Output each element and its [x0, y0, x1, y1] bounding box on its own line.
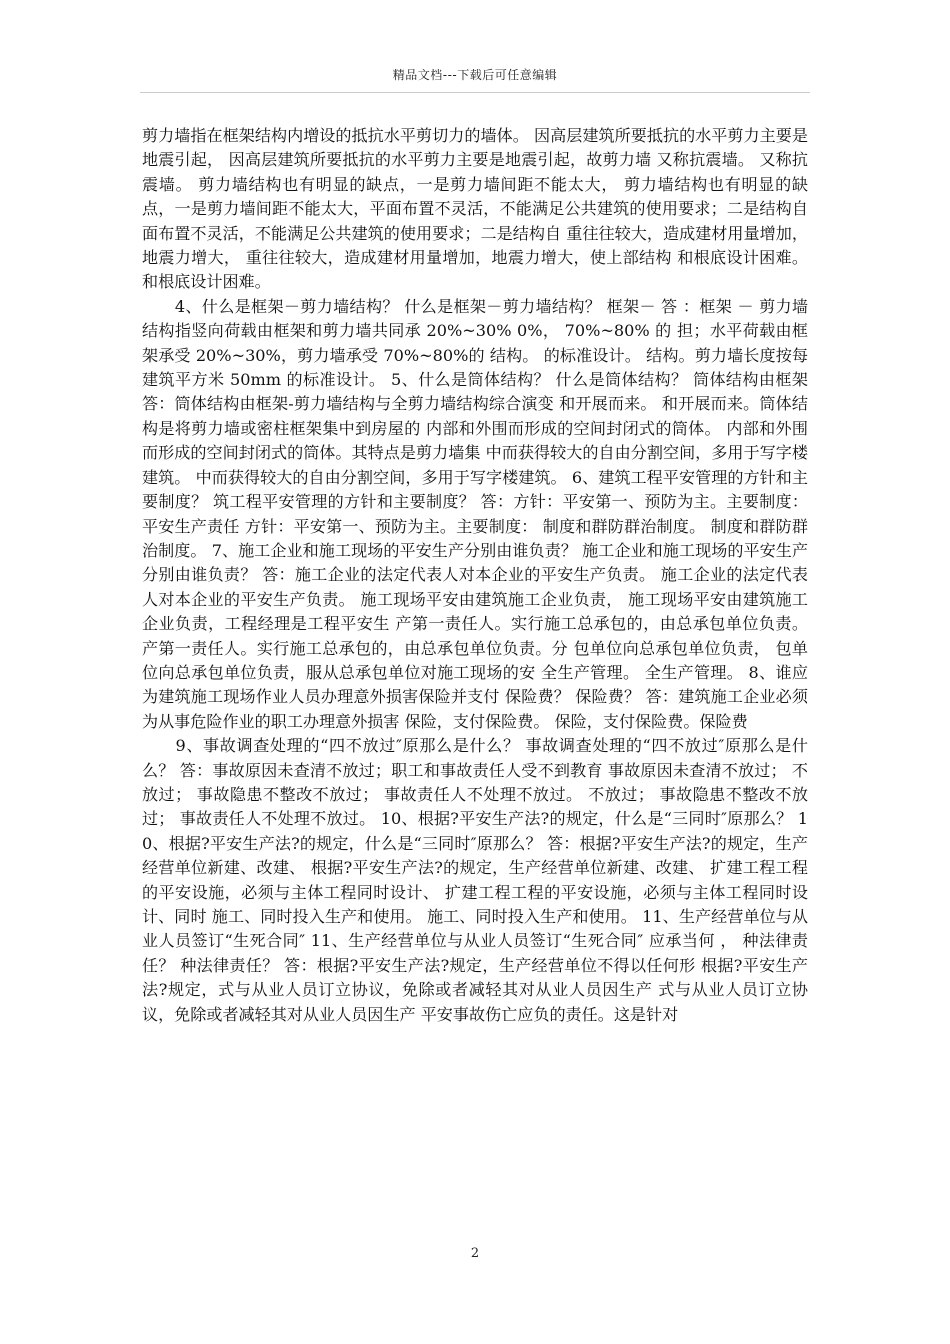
page-header: 精品文档---下载后可任意编辑	[392, 68, 558, 82]
paragraph-frame-shear-wall: 4、什么是框架－剪力墙结构？ 什么是框架－剪力墙结构？ 框架－ 答 ：框架 － 剪力墙结构指竖向荷载由框架和剪力墙共同承 20%~30% 0%， 70%~80% 的 担；水平荷载由框架承受 20%~30%，剪力墙承受 70%~80%的 结构。 的标准设计。 结构。剪力墙长度按每建筑平方米 50mm 的标准设计。 5、什么是筒体结构？ 什么是筒体结构？ 筒体结构由框架答：筒体结构由框架-剪力墙结构与全剪力墙结构综合演变 和开展而来。 和开展而来。筒体结构是将剪力墙或密柱框架集中到房屋的 内部和外围而形成的空间封闭式的筒体。 内部和外围而形成的空间封闭式的筒体。其特点是剪力墙集 中而获得较大的自由分割空间，多用于写字楼建筑。 中而获得较大的自由分割空间，多用于写字楼建筑。 6、建筑工程平安管理的方针和主要制度？ 筑工程平安管理的方针和主要制度？ 答：方针：平安第一、预防为主。主要制度：平安生产责任 方针：平安第一、预防为主。主要制度： 制度和群防群治制度。 制度和群防群治制度。 7、施工企业和施工现场的平安生产分别由谁负责？ 施工企业和施工现场的平安生产分别由谁负责？ 答：施工企业的法定代表人对本企业的平安生产负责。 施工企业的法定代表人对本企业的平安生产负责。 施工现场平安由建筑施工企业负责， 施工现场平安由建筑施工企业负责，工程经理是工程平安生 产第一责任人。实行施工总承包的，由总承包单位负责。 产第一责任人。实行施工总承包的，由总承包单位负责。分 包单位向总承包单位负责， 包单位向总承包单位负责，服从总承包单位对施工现场的安 全生产管理。 全生产管理。 8、谁应为建筑施工现场作业人员办理意外损害保险并支付 保险费？ 保险费？ 答：建筑施工企业必须为从事危险作业的职工办理意外损害 保险，支付保险费。 保险，支付保险费。保险费	[142, 296, 808, 731]
page-number: 2	[470, 1246, 480, 1261]
paragraph-accident-investigation: 9、事故调查处理的“四不放过″原那么是什么？ 事故调查处理的“四不放过″原那么是什么？ 答：事故原因未查清不放过；职工和事故责任人受不到教育 事故原因未查清不放过； 不放过； 事故隐患不整改不放过； 事故责任人不处理不放过。 不放过； 事故隐患不整改不放过； 事故责任人不处理不放过。 10、根据?平安生产法?的规定，什么是“三同时″原那么？ 10、根据?平安生产法?的规定，什么是“三同时″原那么？ 答：根据?平安生产法?的规定，生产经营单位新建、改建、 根据?平安生产法?的规定，生产经营单位新建、改建、 扩建工程工程的平安设施，必须与主体工程同时设计、 扩建工程工程的平安设施，必须与主体工程同时设计、同时 施工、同时投入生产和使用。 施工、同时投入生产和使用。 11、生产经营单位与从业人员签订“生死合同″ 11、生产经营单位与从业人员签订“生死合同″ 应承当何 ， 种法律责任？ 种法律责任？ 答：根据?平安生产法?规定，生产经营单位不得以任何形 根据?平安生产法?规定，式与从业人员订立协议，免除或者减轻其对从业人员因生产 式与从业人员订立协议，免除或者减轻其对从业人员因生产 平安事故伤亡应负的责任。这是针对	[142, 736, 808, 1024]
paragraph-shear-wall: 剪力墙指在框架结构内增设的抵抗水平剪切力的墙体。 因高层建筑所要抵抗的水平剪力主要是地震引起， 因高层建筑所要抵抗的水平剪力主要是地震引起，故剪力墙 又称抗震墙。 又称抗震墙。 剪力墙结构也有明显的缺点，一是剪力墙间距不能太大， 剪力墙结构也有明显的缺点，一是剪力墙间距不能太大，平面布置不灵活，不能满足公共建筑的使用要求；二是结构自 面布置不灵活，不能满足公共建筑的使用要求；二是结构自 重往往较大，造成建材用量增加，地震力增大， 重往往较大，造成建材用量增加，地震力增大，使上部结构 和根底设计困难。 和根底设计困难。	[142, 126, 808, 292]
header-divider	[140, 92, 810, 93]
body-text	[142, 124, 808, 1027]
